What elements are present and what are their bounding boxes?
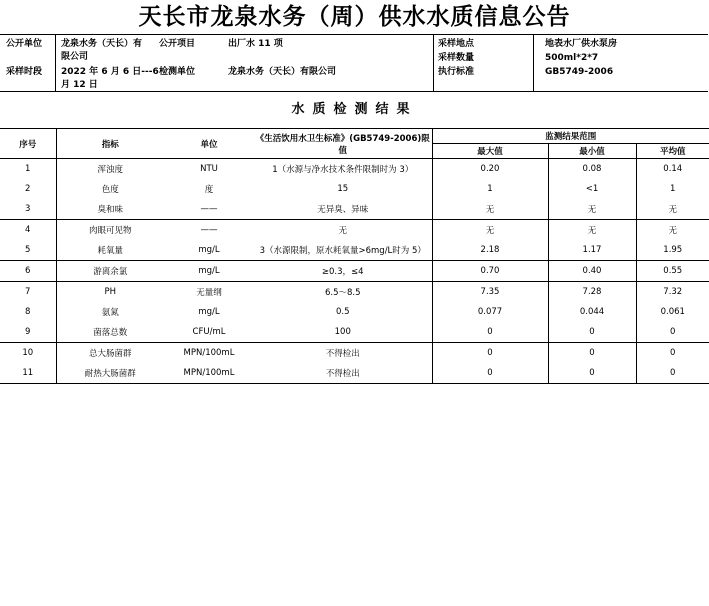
cell-max: 无 (432, 220, 548, 241)
cell-seq: 8 (0, 302, 56, 322)
cell-seq: 5 (0, 240, 56, 261)
cell-seq: 9 (0, 322, 56, 343)
quantity-value: 500ml*2*7 (545, 53, 599, 63)
cell-limit: 3（水源限制，原水耗氧量>6mg/L时为 5） (259, 246, 426, 256)
cell-min: 1.17 (548, 240, 636, 261)
cell-limit: 不得检出 (254, 343, 432, 364)
header-unit: 单位 (164, 129, 254, 159)
cell-max: 7.35 (432, 282, 548, 303)
cell-max: 0 (432, 343, 548, 364)
cell-indicator: 肉眼可见物 (56, 220, 164, 241)
cell-max: 2.18 (432, 240, 548, 261)
cell-seq: 7 (0, 282, 56, 303)
cell-max: 1 (432, 179, 548, 199)
cell-unit: MPN/100mL (164, 363, 254, 384)
cell-seq: 10 (0, 343, 56, 364)
cell-seq: 2 (0, 179, 56, 199)
cell-avg: 无 (636, 199, 709, 220)
cell-limit: 100 (334, 327, 351, 337)
table-row (0, 282, 709, 303)
cell-max: 0.077 (432, 302, 548, 322)
table-row (0, 220, 709, 241)
cell-min: <1 (548, 179, 636, 199)
period-label: 采样时段 (6, 67, 43, 77)
table-row (0, 302, 709, 322)
cell-avg: 无 (636, 220, 709, 241)
standard-label: 执行标准 (438, 67, 475, 77)
project-value: 出厂水 11 项 (228, 39, 283, 49)
results-table (0, 128, 709, 384)
cell-limit: 无异臭、异味 (317, 205, 369, 215)
publisher-value-line2: 限公司 (61, 52, 89, 62)
location-label: 采样地点 (438, 39, 475, 49)
cell-avg: 1.95 (636, 240, 709, 261)
cell-avg: 0 (636, 363, 709, 384)
header-min: 最小值 (548, 144, 636, 159)
cell-unit: 度 (204, 185, 214, 195)
info-divider (55, 35, 56, 92)
page-title: 天长市龙泉水务（周）供水水质信息公告 (138, 3, 571, 30)
header-indicator: 指标 (56, 129, 164, 159)
cell-indicator: PH (56, 282, 164, 303)
table-row (0, 199, 709, 220)
cell-min: 0.044 (548, 302, 636, 322)
cell-indicator: 氨氮 (101, 308, 119, 318)
cell-indicator: 色度 (101, 185, 119, 195)
cell-indicator: 耗氧量 (97, 246, 123, 256)
cell-max: 0 (432, 322, 548, 343)
table-row (0, 343, 709, 364)
cell-unit: 无量纲 (164, 282, 254, 303)
cell-limit: ≥0.3，≤4 (254, 261, 432, 282)
cell-avg: 0.55 (636, 261, 709, 282)
cell-avg: 7.32 (636, 282, 709, 303)
table-row (0, 322, 709, 343)
cell-seq: 6 (0, 261, 56, 282)
cell-avg: 0 (636, 322, 709, 343)
cell-indicator: 臭和味 (97, 205, 123, 215)
cell-min: 无 (548, 220, 636, 241)
header-range: 监测结果范围 (432, 129, 709, 144)
cell-seq: 3 (0, 199, 56, 220)
cell-indicator: 浑浊度 (97, 165, 123, 175)
cell-avg: 0.061 (636, 302, 709, 322)
tester-label: 检测单位 (159, 67, 196, 77)
cell-avg: 1 (636, 179, 709, 199)
info-block (0, 34, 708, 92)
table-row (0, 363, 709, 384)
cell-seq: 11 (0, 363, 56, 384)
info-divider (533, 35, 534, 92)
cell-unit: mg/L (164, 261, 254, 282)
cell-seq: 1 (0, 159, 56, 180)
cell-limit: 1（水源与净水技术条件限制时为 3） (272, 165, 414, 175)
cell-indicator: 耐热大肠菌群 (56, 363, 164, 384)
cell-limit: 15 (337, 184, 349, 194)
cell-indicator: 游离余氯 (56, 261, 164, 282)
cell-limit: 无 (254, 220, 432, 241)
table-row (0, 179, 709, 199)
standard-value: GB5749-2006 (545, 67, 614, 77)
table-row (0, 240, 709, 261)
cell-max: 0.20 (432, 159, 548, 180)
header-max: 最大值 (432, 144, 548, 159)
cell-min: 0.08 (548, 159, 636, 180)
header-avg: 平均值 (636, 144, 709, 159)
cell-unit: —— (200, 204, 218, 214)
table-header-row (0, 129, 709, 144)
cell-min: 0.40 (548, 261, 636, 282)
info-divider (433, 35, 434, 92)
cell-limit: 6.5～8.5 (254, 282, 432, 303)
tester-value: 龙泉水务（天长）有限公司 (228, 67, 337, 77)
project-label: 公开项目 (159, 39, 196, 49)
cell-min: 0 (548, 363, 636, 384)
cell-max: 无 (432, 199, 548, 220)
period-value-line1: 2022 年 6 月 6 日---6 (61, 67, 159, 77)
table-row (0, 261, 709, 282)
cell-unit: —— (164, 220, 254, 241)
quantity-label: 采样数量 (438, 53, 475, 63)
cell-limit: 不得检出 (254, 363, 432, 384)
cell-unit: mg/L (198, 307, 220, 317)
cell-min: 0 (548, 322, 636, 343)
cell-min: 7.28 (548, 282, 636, 303)
cell-indicator: 总大肠菌群 (56, 343, 164, 364)
header-limit: 《生活饮用水卫生标准》(GB5749-2006)限值 (254, 129, 432, 159)
cell-unit: MPN/100mL (164, 343, 254, 364)
cell-min: 无 (548, 199, 636, 220)
header-seq: 序号 (0, 129, 56, 159)
cell-seq: 4 (0, 220, 56, 241)
cell-avg: 0.14 (636, 159, 709, 180)
publisher-value-line1: 龙泉水务（天长）有 (61, 39, 143, 49)
location-value: 地表水厂供水泵房 (545, 39, 618, 49)
cell-unit: CFU/mL (192, 327, 226, 337)
table-row (0, 159, 709, 180)
cell-unit: mg/L (198, 245, 220, 255)
cell-max: 0 (432, 363, 548, 384)
cell-avg: 0 (636, 343, 709, 364)
cell-max: 0.70 (432, 261, 548, 282)
cell-indicator: 菌落总数 (93, 328, 128, 338)
cell-min: 0 (548, 343, 636, 364)
cell-unit: NTU (200, 164, 218, 174)
section-title: 水质检测结果 (291, 102, 418, 117)
cell-limit: 0.5 (335, 307, 350, 317)
publisher-label: 公开单位 (6, 39, 43, 49)
period-value-line2: 月 12 日 (61, 80, 98, 90)
